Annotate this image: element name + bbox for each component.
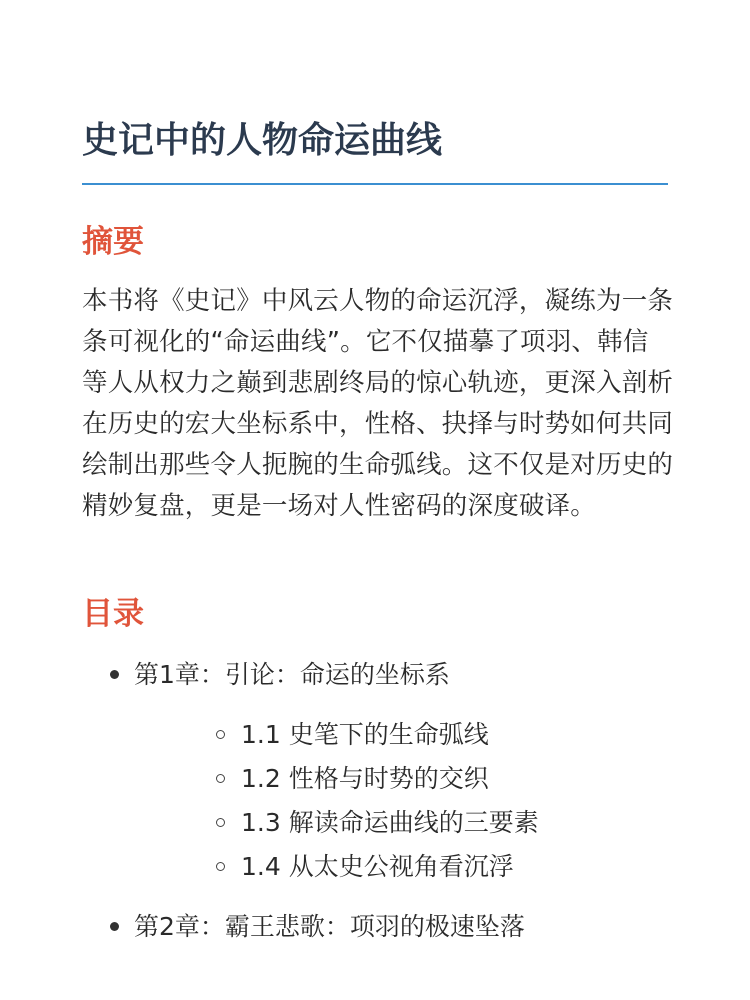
- hollow-bullet-icon: [216, 730, 225, 739]
- title-divider: [82, 183, 668, 185]
- toc-section-1-1[interactable]: [134, 713, 668, 757]
- toc-chapter-2[interactable]: [82, 907, 668, 947]
- table-of-contents: [82, 655, 668, 947]
- bullet-icon: [110, 922, 119, 931]
- page-title: 史记中的人物命运曲线: [82, 120, 443, 161]
- toc-heading: 目录: [82, 596, 144, 632]
- chapter-label: 第1章：引论：命运的坐标系: [134, 660, 450, 689]
- chapter-1-sections: [134, 713, 668, 889]
- toc-section-1-3[interactable]: [134, 801, 668, 845]
- section-label: 1.4 从太史公视角看沉浮: [241, 852, 514, 881]
- summary-heading: 摘要: [82, 224, 144, 260]
- summary-text: 本书将《史记》中风云人物的命运沉浮，凝练为一条条可视化的“命运曲线”。它不仅描摹了项羽、韩信等人从权力之巅到悲剧终局的惊心轨迹，更深入剖析在历史的宏大坐标系中，性格、抉择与时势如何共同绘制出那些令人扼腕的生命弧线。这不仅是对历史的精妙复盘，更是一场对人性密码的深度破译。: [82, 286, 674, 521]
- toc-chapter-1[interactable]: [82, 655, 668, 889]
- section-label: 1.2 性格与时势的交织: [241, 764, 489, 793]
- toc-section-1-2[interactable]: [134, 757, 668, 801]
- hollow-bullet-icon: [216, 818, 225, 827]
- bullet-icon: [110, 670, 119, 679]
- chapter-label: 第2章：霸王悲歌：项羽的极速坠落: [134, 912, 525, 941]
- toc-section-1-4[interactable]: [134, 845, 668, 889]
- hollow-bullet-icon: [216, 774, 225, 783]
- section-label: 1.1 史笔下的生命弧线: [241, 720, 489, 749]
- hollow-bullet-icon: [216, 862, 225, 871]
- section-label: 1.3 解读命运曲线的三要素: [241, 808, 539, 837]
